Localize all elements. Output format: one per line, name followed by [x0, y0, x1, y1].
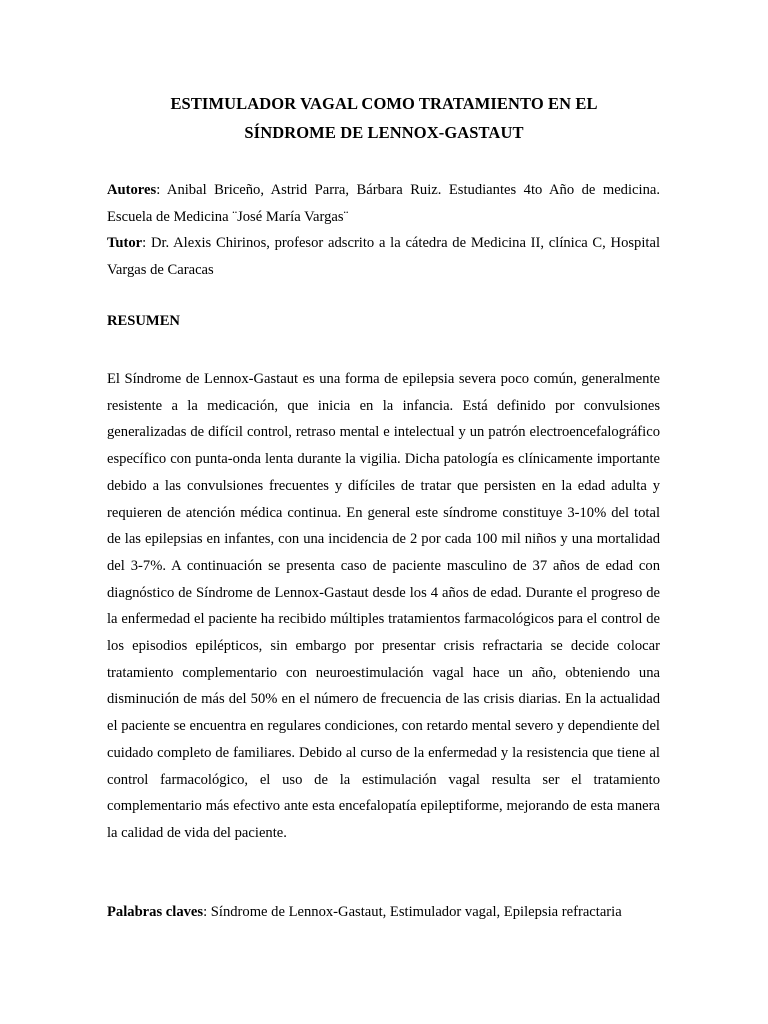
authors-paragraph [107, 177, 660, 230]
tutor-label: Tutor [107, 235, 143, 251]
authors-label: Autores [107, 182, 157, 198]
keywords-text: : Síndrome de Lennox-Gastaut, Estimulador vagal, Epilepsia refractaria [203, 904, 622, 920]
keywords-paragraph [107, 899, 660, 926]
keywords-label: Palabras claves [107, 904, 204, 920]
tutor-text: : Dr. Alexis Chirinos, profesor adscrito a la cátedra de Medicina II, clínica C, Hospital Vargas de Caracas [107, 235, 660, 278]
tutor-paragraph [107, 230, 660, 283]
title-line-2: SÍNDROME DE LENNOX-GASTAUT [244, 123, 524, 142]
abstract-paragraph: El Síndrome de Lennox-Gastaut es una forma de epilepsia severa poco común, generalmente resistente a la medicación, que inicia en la infancia. Está definido por convulsiones generalizadas de difícil control, retraso mental e intelectual y un patrón electroencefalográfico específico con punta-onda lenta durante la vigilia. Dicha patología es clínicamente importante debido a las convulsiones frecuentes y difíciles de tratar que persisten en la edad adulta y requieren de atención médica continua. En general este síndrome constituye 3-10% del total de las epilepsias en infantes, con una incidencia de 2 por cada 100 mil niños y una mortalidad del 3-7%. A continuación se presenta caso de paciente masculino de 37 años de edad con diagnóstico de Síndrome de Lennox-Gastaut desde los 4 años de edad. Durante el progreso de la enfermedad el paciente ha recibido múltiples tratamientos farmacológicos para el control de los episodios epilépticos, sin embargo por presentar crisis refractaria se decide colocar tratamiento complementario con neuroestimulación vagal hace un año, obteniendo una disminución de más del 50% en el número de frecuencia de las crisis diarias. En la actualidad el paciente se encuentra en regulares condiciones, con retardo mental severo y dependiente del cuidado completo de familiares. Debido al curso de la enfermedad y la resistencia que tiene al control farmacológico, el uso de la estimulación vagal resulta ser el tratamiento complementario más efectivo ante esta encefalopatía epileptiforme, mejorando de esta manera la calidad de vida del paciente. [107, 371, 660, 841]
title-line-1: ESTIMULADOR VAGAL COMO TRATAMIENTO EN EL [170, 94, 598, 113]
authors-text: : Anibal Briceño, Astrid Parra, Bárbara Ruiz. Estudiantes 4to Año de medicina. Escuela de Medicina ¨José María Vargas¨ [107, 182, 660, 225]
section-heading: RESUMEN [107, 313, 180, 329]
